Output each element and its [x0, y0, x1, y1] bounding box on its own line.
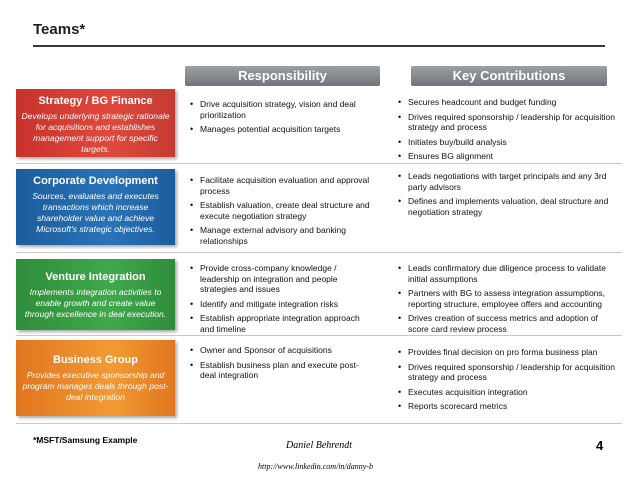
list-item: • Leads negotiations with target principals and any 3rd party advisors	[396, 171, 618, 192]
footnote: *MSFT/Samsung Example	[33, 435, 138, 445]
responsibility-cell	[188, 345, 373, 385]
team-box-venture-integration	[16, 259, 175, 330]
list-item: • Establish business plan and execute post-deal integration	[188, 360, 373, 381]
list-item: • Ensures BG alignment	[396, 151, 618, 162]
team-name: Corporate Development	[33, 175, 158, 187]
team-description: Sources, evaluates and executes transactions which increase shareholder value and achieve Microsoft's strategic objectives.	[32, 191, 159, 234]
list-item: • Drives creation of success metrics and adoption of score card review process	[396, 313, 618, 334]
team-description: Implements integration activities to enable growth and create value through excellence in deal execution.	[24, 287, 167, 319]
team-description: Provides executive sponsorship and program manages deals through post-deal integration	[22, 370, 169, 402]
contributions-cell	[396, 97, 618, 166]
list-item: • Manages potential acquisition targets	[188, 124, 373, 135]
contributions-cell	[396, 171, 618, 221]
contributions-cell	[396, 347, 618, 416]
page-number: 4	[596, 438, 604, 453]
list-item: • Establish appropriate integration approach and timeline	[188, 313, 373, 334]
list-item: • Facilitate acquisition evaluation and approval process	[188, 175, 373, 196]
list-item: • Secures headcount and budget funding	[396, 97, 618, 108]
responsibility-header: Responsibility	[185, 66, 380, 86]
list-item: • Reports scorecard metrics	[396, 401, 618, 412]
list-item: • Manage external advisory and banking relationships	[188, 225, 373, 246]
list-item: • Drives required sponsorship / leadership for acquisition strategy and process	[396, 112, 618, 133]
row-divider	[16, 252, 622, 253]
list-item: • Partners with BG to assess integration assumptions, reporting structure, employee offers and accounting	[396, 288, 618, 309]
team-name: Business Group	[53, 354, 138, 366]
responsibility-cell	[188, 263, 373, 338]
responsibility-cell	[188, 175, 373, 250]
team-description: Develops underlying strategic rationale for acquisitions and establishes management support for specific targets.	[21, 111, 170, 154]
row-divider	[16, 423, 622, 424]
team-box-corporate-development	[16, 169, 175, 245]
list-item: • Establish valuation, create deal structure and execute negotiation strategy	[188, 200, 373, 221]
list-item: • Identify and mitigate integration risks	[188, 299, 373, 310]
team-box-business-group	[16, 340, 175, 416]
list-item: • Provides final decision on pro forma business plan	[396, 347, 618, 358]
team-name: Strategy / BG Finance	[38, 95, 153, 107]
list-item: • Defines and implements valuation, deal structure and negotiation strategy	[396, 196, 618, 217]
author-url: http://www.linkedin.com/in/danny-b	[258, 462, 373, 471]
list-item: • Owner and Sponsor of acquisitions	[188, 345, 373, 356]
list-item: • Provide cross-company knowledge / leadership on integration and people strategies and issues	[188, 263, 373, 295]
list-item: • Initiates buy/build analysis	[396, 137, 618, 148]
list-item: • Leads confirmatory due diligence process to validate initial assumptions	[396, 263, 618, 284]
page-title: Teams*	[33, 21, 86, 38]
contributions-cell	[396, 263, 618, 338]
key-contributions-header: Key Contributions	[411, 66, 607, 86]
list-item: • Drives required sponsorship / leadership for acquisition strategy and process	[396, 362, 618, 383]
author-name: Daniel Behrendt	[286, 440, 353, 451]
responsibility-cell	[188, 99, 373, 139]
list-item: • Executes acquisition integration	[396, 387, 618, 398]
team-box-strategy	[16, 89, 175, 157]
team-name: Venture Integration	[45, 271, 146, 283]
title-divider	[33, 45, 605, 47]
list-item: • Drive acquisition strategy, vision and deal prioritization	[188, 99, 373, 120]
